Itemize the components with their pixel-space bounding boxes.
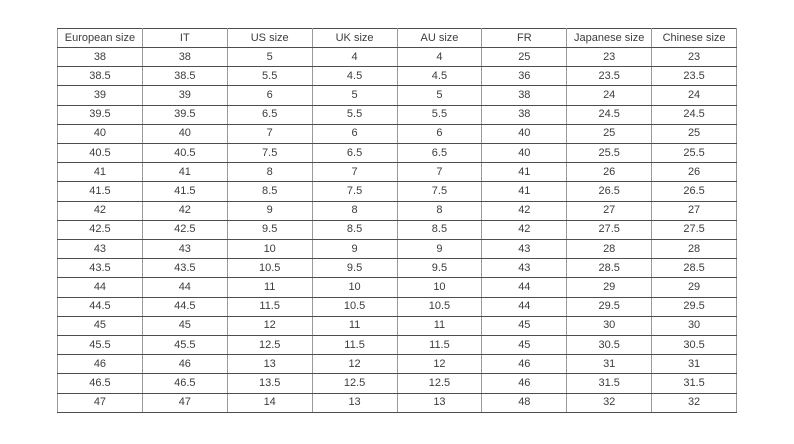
table-cell: 36	[482, 67, 567, 86]
table-header	[58, 29, 737, 48]
table-row	[58, 259, 737, 278]
table-cell: 40.5	[58, 144, 143, 163]
table-cell: 44	[58, 278, 143, 297]
table-cell: 8	[227, 163, 312, 182]
table-cell: 38	[58, 48, 143, 67]
table-cell: 43	[482, 259, 567, 278]
table-cell: 10	[227, 240, 312, 259]
table-cell: 44.5	[142, 297, 227, 316]
table-cell: 5.5	[227, 67, 312, 86]
table-cell: 7	[227, 124, 312, 143]
table-cell: 25.5	[567, 144, 652, 163]
table-cell: 41	[142, 163, 227, 182]
table-cell: 48	[482, 393, 567, 412]
table-cell: 44	[482, 278, 567, 297]
table-cell: 6.5	[227, 105, 312, 124]
table-cell: 42.5	[142, 220, 227, 239]
table-cell: 38	[142, 48, 227, 67]
table-cell: 46.5	[142, 374, 227, 393]
table-cell: 39.5	[58, 105, 143, 124]
table-cell: 40	[58, 124, 143, 143]
table-cell: 25	[482, 48, 567, 67]
table-cell: 41.5	[58, 182, 143, 201]
table-cell: 23.5	[652, 67, 737, 86]
table-cell: 28	[652, 240, 737, 259]
table-cell: 42	[482, 220, 567, 239]
table-cell: 46	[482, 355, 567, 374]
table-cell: 31.5	[652, 374, 737, 393]
table-cell: 10	[397, 278, 482, 297]
table-cell: 24.5	[652, 105, 737, 124]
table-cell: 27.5	[567, 220, 652, 239]
table-cell: 43.5	[58, 259, 143, 278]
header-cell: US size	[227, 29, 312, 48]
table-cell: 41	[482, 163, 567, 182]
table-row	[58, 393, 737, 412]
table-cell: 26	[567, 163, 652, 182]
table-cell: 39	[58, 86, 143, 105]
table-cell: 5	[312, 86, 397, 105]
table-cell: 30.5	[567, 336, 652, 355]
table-cell: 14	[227, 393, 312, 412]
table-cell: 9.5	[397, 259, 482, 278]
table-cell: 7	[397, 163, 482, 182]
table-cell: 32	[567, 393, 652, 412]
table-cell: 5	[227, 48, 312, 67]
table-cell: 11.5	[397, 336, 482, 355]
table-cell: 7.5	[397, 182, 482, 201]
table-row	[58, 144, 737, 163]
table-cell: 38.5	[142, 67, 227, 86]
table-cell: 38	[482, 86, 567, 105]
table-cell: 46	[58, 355, 143, 374]
table-cell: 43	[482, 240, 567, 259]
header-cell: European size	[58, 29, 143, 48]
table-cell: 7.5	[312, 182, 397, 201]
table-cell: 6.5	[397, 144, 482, 163]
table-cell: 31	[567, 355, 652, 374]
table-row	[58, 86, 737, 105]
table-cell: 46	[482, 374, 567, 393]
table-cell: 12.5	[397, 374, 482, 393]
table-cell: 8	[312, 201, 397, 220]
header-cell: FR	[482, 29, 567, 48]
table-cell: 30	[652, 316, 737, 335]
table-cell: 5	[397, 86, 482, 105]
table-cell: 44	[142, 278, 227, 297]
table-cell: 10.5	[227, 259, 312, 278]
table-cell: 43.5	[142, 259, 227, 278]
table-cell: 42.5	[58, 220, 143, 239]
table-row	[58, 240, 737, 259]
table-cell: 11	[227, 278, 312, 297]
table-row	[58, 105, 737, 124]
table-cell: 7.5	[227, 144, 312, 163]
table-row	[58, 374, 737, 393]
table-cell: 28.5	[567, 259, 652, 278]
table-cell: 4.5	[312, 67, 397, 86]
table-cell: 40	[482, 124, 567, 143]
table-cell: 32	[652, 393, 737, 412]
table-cell: 13	[227, 355, 312, 374]
table-cell: 47	[142, 393, 227, 412]
table-cell: 42	[482, 201, 567, 220]
table-row	[58, 67, 737, 86]
table-cell: 4	[397, 48, 482, 67]
table-cell: 29.5	[567, 297, 652, 316]
table-cell: 26.5	[567, 182, 652, 201]
table-cell: 24	[567, 86, 652, 105]
table-cell: 46	[142, 355, 227, 374]
table-cell: 10.5	[312, 297, 397, 316]
table-cell: 13.5	[227, 374, 312, 393]
table-cell: 41	[482, 182, 567, 201]
table-cell: 25	[652, 124, 737, 143]
table-cell: 26.5	[652, 182, 737, 201]
table-cell: 45	[482, 316, 567, 335]
table-cell: 23	[652, 48, 737, 67]
table-cell: 45	[142, 316, 227, 335]
table-body	[58, 48, 737, 413]
table-cell: 29	[567, 278, 652, 297]
table-cell: 6	[397, 124, 482, 143]
table-cell: 8.5	[227, 182, 312, 201]
table-cell: 11	[397, 316, 482, 335]
table-row	[58, 163, 737, 182]
table-cell: 42	[58, 201, 143, 220]
table-cell: 25	[567, 124, 652, 143]
table-cell: 38.5	[58, 67, 143, 86]
table-cell: 9.5	[227, 220, 312, 239]
table-cell: 29	[652, 278, 737, 297]
table-row	[58, 355, 737, 374]
table-cell: 27.5	[652, 220, 737, 239]
table-cell: 13	[397, 393, 482, 412]
table-cell: 44	[482, 297, 567, 316]
table-cell: 41	[58, 163, 143, 182]
header-cell: AU size	[397, 29, 482, 48]
table-cell: 23.5	[567, 67, 652, 86]
table-cell: 5.5	[397, 105, 482, 124]
table-cell: 26	[652, 163, 737, 182]
header-cell: UK size	[312, 29, 397, 48]
header-cell: Chinese size	[652, 29, 737, 48]
table-cell: 11	[312, 316, 397, 335]
table-cell: 27	[567, 201, 652, 220]
table-cell: 8.5	[397, 220, 482, 239]
table-cell: 30	[567, 316, 652, 335]
table-cell: 13	[312, 393, 397, 412]
table-cell: 7	[312, 163, 397, 182]
table-cell: 45	[482, 336, 567, 355]
table-cell: 6	[227, 86, 312, 105]
table-cell: 39.5	[142, 105, 227, 124]
table-cell: 8	[397, 201, 482, 220]
table-cell: 6.5	[312, 144, 397, 163]
table-cell: 11.5	[227, 297, 312, 316]
table-cell: 45.5	[58, 336, 143, 355]
table-row	[58, 278, 737, 297]
table-cell: 43	[58, 240, 143, 259]
table-cell: 45.5	[142, 336, 227, 355]
header-cell: Japanese size	[567, 29, 652, 48]
table-cell: 12.5	[312, 374, 397, 393]
table-row	[58, 48, 737, 67]
table-cell: 29.5	[652, 297, 737, 316]
table-cell: 41.5	[142, 182, 227, 201]
table-cell: 23	[567, 48, 652, 67]
table-cell: 10.5	[397, 297, 482, 316]
table-cell: 47	[58, 393, 143, 412]
table-cell: 4.5	[397, 67, 482, 86]
table-cell: 46.5	[58, 374, 143, 393]
table-cell: 9	[397, 240, 482, 259]
table-cell: 44.5	[58, 297, 143, 316]
table-row	[58, 336, 737, 355]
table-cell: 11.5	[312, 336, 397, 355]
table-row	[58, 220, 737, 239]
table-cell: 24.5	[567, 105, 652, 124]
table-cell: 40	[482, 144, 567, 163]
table-cell: 24	[652, 86, 737, 105]
table-cell: 30.5	[652, 336, 737, 355]
table-cell: 31.5	[567, 374, 652, 393]
header-cell: IT	[142, 29, 227, 48]
table-cell: 8.5	[312, 220, 397, 239]
table-row	[58, 124, 737, 143]
table-cell: 10	[312, 278, 397, 297]
table-cell: 28	[567, 240, 652, 259]
table-cell: 40	[142, 124, 227, 143]
table-row	[58, 297, 737, 316]
table-cell: 38	[482, 105, 567, 124]
table-cell: 9	[227, 201, 312, 220]
table-cell: 45	[58, 316, 143, 335]
table-cell: 43	[142, 240, 227, 259]
table-cell: 12.5	[227, 336, 312, 355]
table-cell: 42	[142, 201, 227, 220]
table-cell: 28.5	[652, 259, 737, 278]
size-conversion-table-container	[57, 28, 737, 413]
table-cell: 9.5	[312, 259, 397, 278]
table-cell: 9	[312, 240, 397, 259]
table-row	[58, 316, 737, 335]
table-cell: 12	[312, 355, 397, 374]
table-header-row	[58, 29, 737, 48]
size-conversion-table	[57, 28, 737, 413]
table-cell: 27	[652, 201, 737, 220]
table-cell: 39	[142, 86, 227, 105]
table-row	[58, 182, 737, 201]
table-cell: 25.5	[652, 144, 737, 163]
table-row	[58, 201, 737, 220]
table-cell: 12	[397, 355, 482, 374]
table-cell: 31	[652, 355, 737, 374]
table-cell: 6	[312, 124, 397, 143]
table-cell: 12	[227, 316, 312, 335]
table-cell: 4	[312, 48, 397, 67]
table-cell: 40.5	[142, 144, 227, 163]
table-cell: 5.5	[312, 105, 397, 124]
